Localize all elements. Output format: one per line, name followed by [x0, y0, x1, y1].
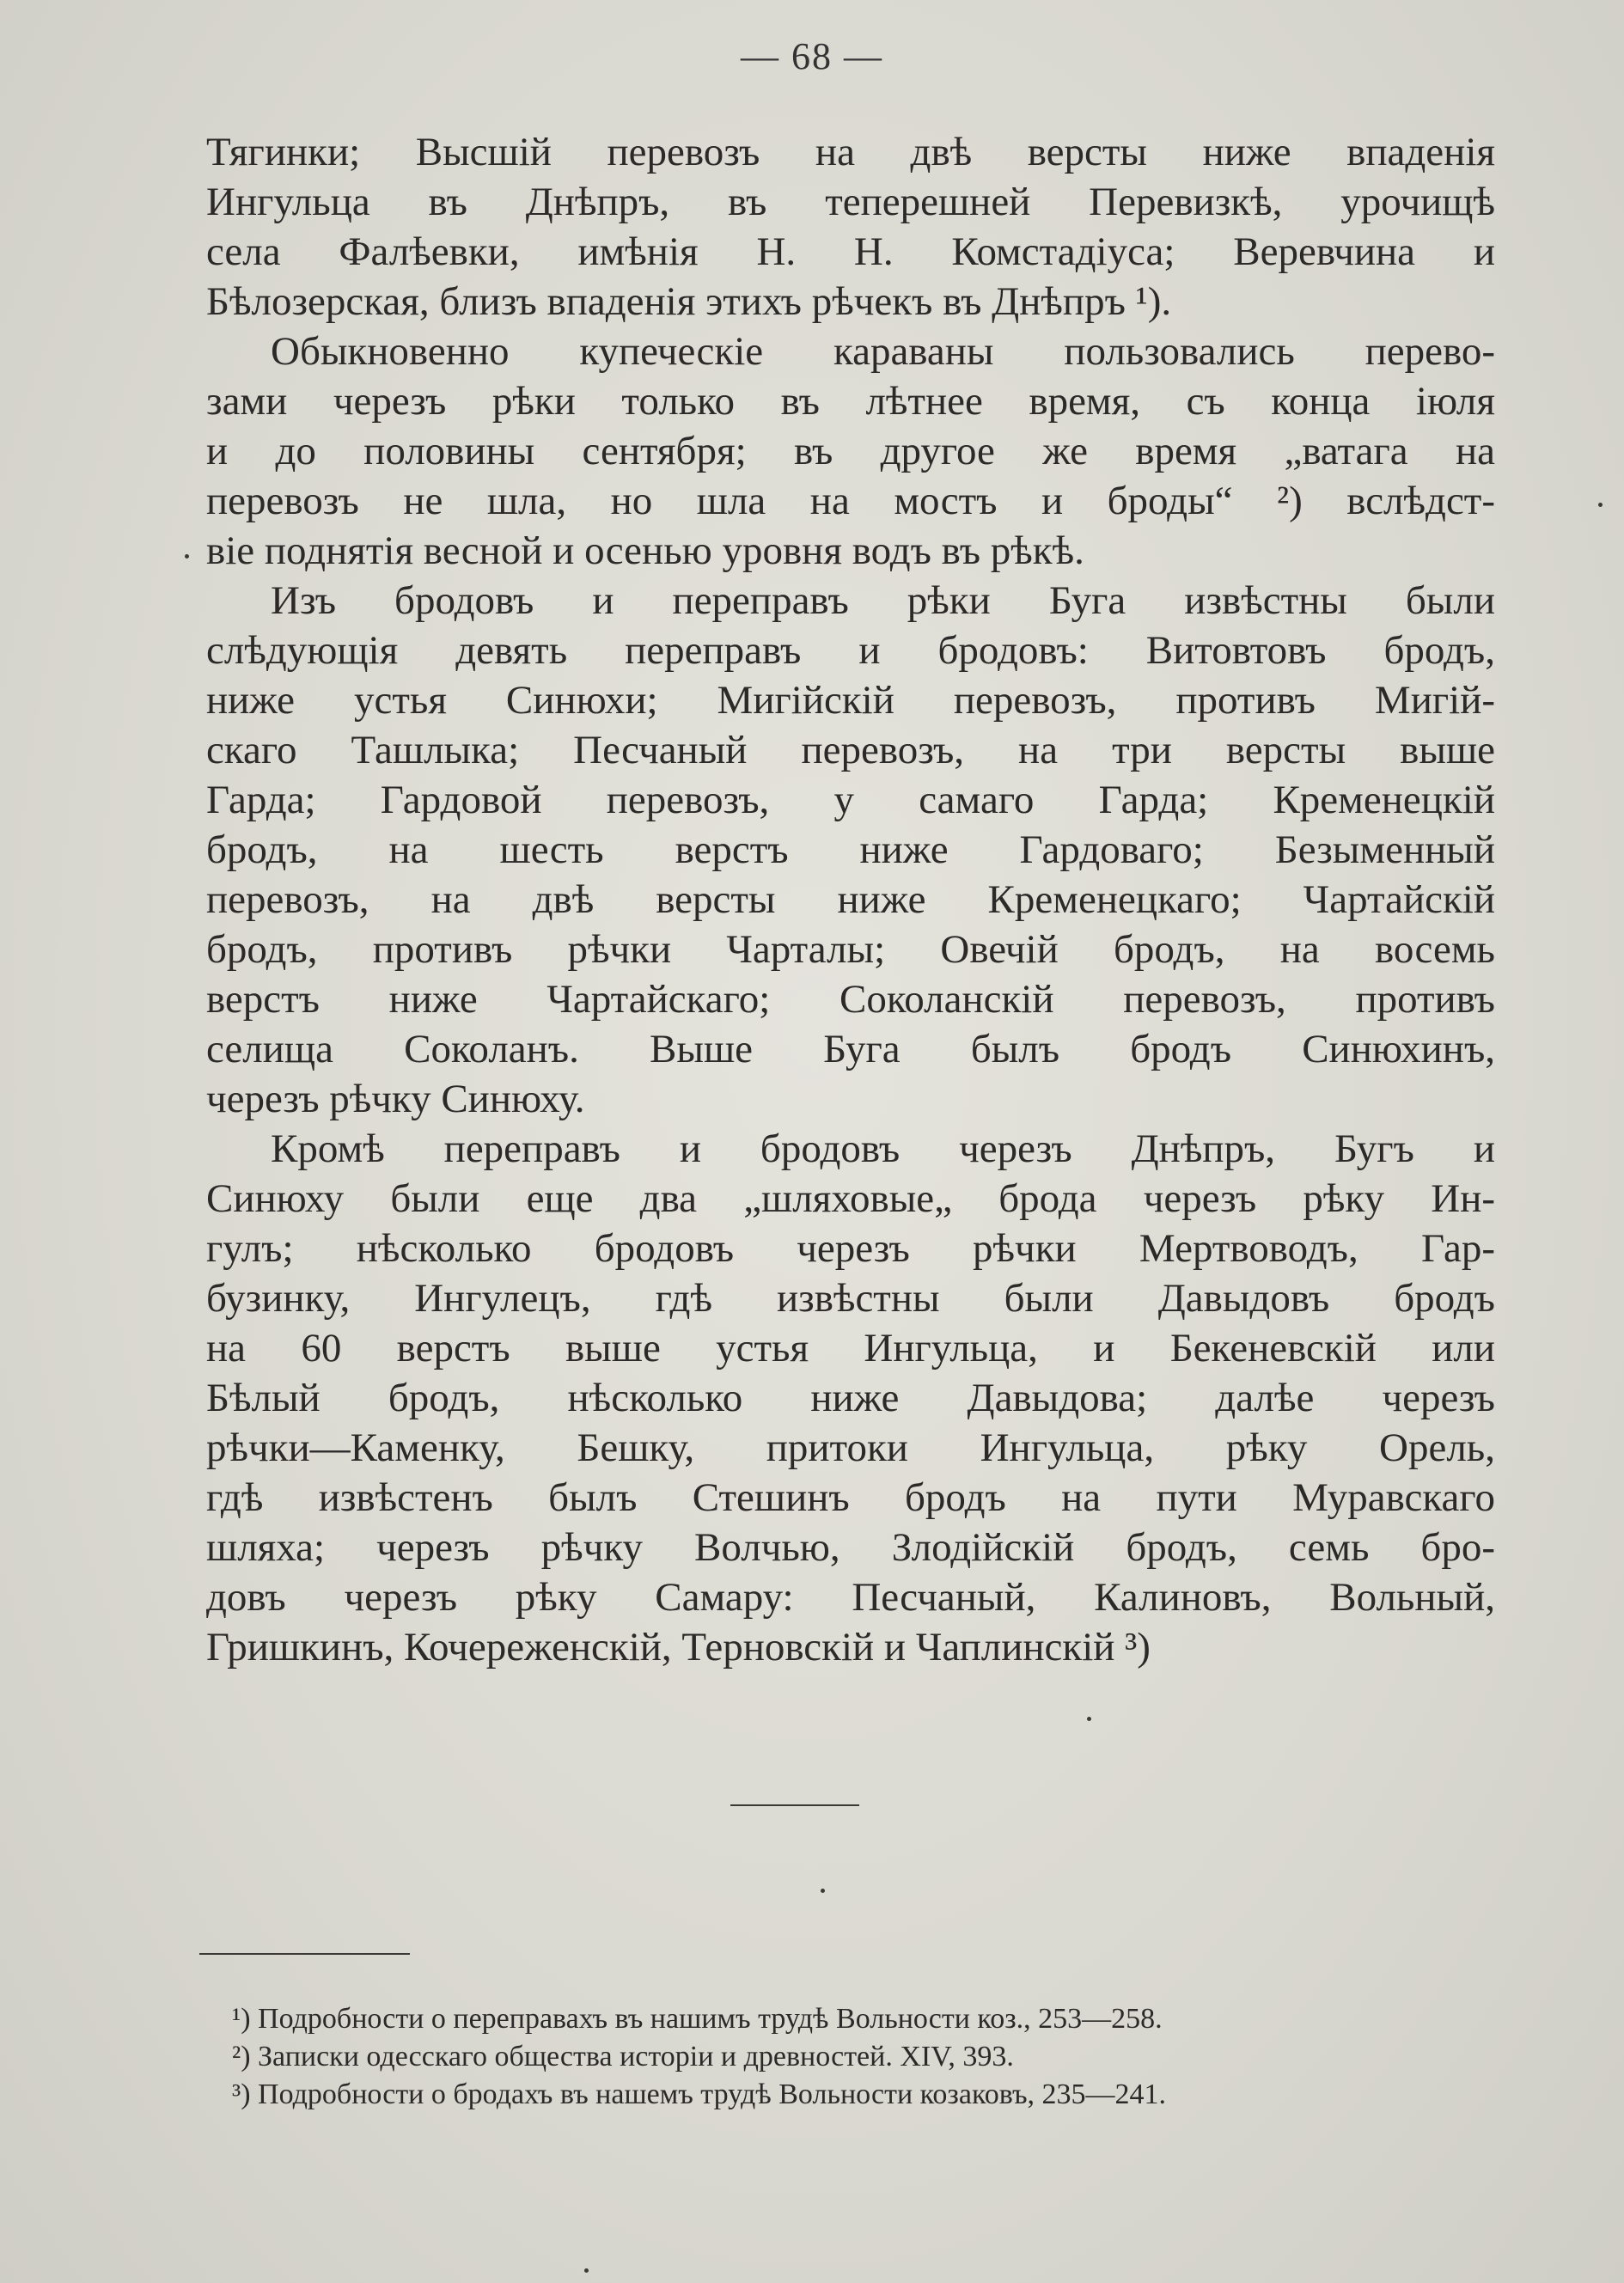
- footnote-1: ¹) Подробности о переправахъ въ нашимъ трудѣ Вольности коз., 253—258.: [232, 2003, 1163, 2035]
- scan-speck: [584, 2268, 589, 2273]
- body-text: [206, 127, 1495, 1672]
- scan-speck: [1087, 1717, 1091, 1721]
- text-line: перевозъ не шла, но шла на мостъ и броды“ ²) вслѣдст-: [206, 479, 1495, 523]
- text-line: зами черезъ рѣки только въ лѣтнее время, съ конца іюля: [206, 379, 1495, 424]
- scan-speck: [185, 554, 189, 559]
- text-line: Гарда; Гардовой перевозъ, у самаго Гарда; Кременецкій: [206, 778, 1495, 822]
- text-line: верстъ ниже Чартайскаго; Соколанскій перевозъ, противъ: [206, 977, 1495, 1022]
- text-line: Изъ бродовъ и переправъ рѣки Буга извѣстны были: [271, 578, 1495, 623]
- section-end-rule: [730, 1804, 859, 1806]
- footnote-3: ³) Подробности о бродахъ въ нашемъ трудѣ Вольности козаковъ, 235—241.: [232, 2079, 1167, 2110]
- text-line: Обыкновенно купеческіе караваны пользовались перево-: [271, 329, 1495, 374]
- text-line: бродъ, на шесть верстъ ниже Гардоваго; Безыменный: [206, 827, 1495, 872]
- text-line: гдѣ извѣстенъ былъ Стешинъ бродъ на пути Муравскаго: [206, 1475, 1495, 1520]
- page-number: — 68 —: [741, 35, 883, 77]
- text-line: довъ черезъ рѣку Самару: Песчаный, Калиновъ, Вольный,: [206, 1575, 1495, 1620]
- text-line: бродъ, противъ рѣчки Чарталы; Овечій бродъ, на восемь: [206, 927, 1495, 972]
- text-line: віе поднятія весной и осенью уровня водъ въ рѣкѣ.: [206, 528, 1084, 573]
- text-line: скаго Ташлыка; Песчаный перевозъ, на три версты выше: [206, 728, 1495, 772]
- text-line: Бѣлозерская, близъ впаденія этихъ рѣчекъ въ Днѣпръ ¹).: [206, 279, 1172, 324]
- scan-speck: [821, 1889, 825, 1893]
- text-line: ниже устья Синюхи; Мигійскій перевозъ, противъ Мигій-: [206, 678, 1495, 723]
- text-line: Тягинки; Высшій перевозъ на двѣ версты ниже впаденія: [206, 130, 1495, 174]
- text-line: черезъ рѣчку Синюху.: [206, 1077, 585, 1121]
- text-line: гулъ; нѣсколько бродовъ черезъ рѣчки Мертвоводъ, Гар-: [206, 1226, 1495, 1271]
- text-line: Гришкинъ, Кочереженскій, Терновскій и Чаплинскій ³): [206, 1625, 1151, 1670]
- text-line: рѣчки—Каменку, Бешку, притоки Ингульца, рѣку Орель,: [206, 1425, 1495, 1470]
- text-line: и до половины сентября; въ другое же время „ватага на: [206, 429, 1495, 473]
- text-line: Синюху были еще два „шляховые„ брода черезъ рѣку Ин-: [206, 1176, 1495, 1221]
- text-line: Бѣлый бродъ, нѣсколько ниже Давыдова; далѣе черезъ: [206, 1376, 1495, 1420]
- footnotes: [232, 2000, 1521, 2114]
- text-line: на 60 верстъ выше устья Ингульца, и Бекеневскій или: [206, 1326, 1495, 1370]
- text-line: перевозъ, на двѣ версты ниже Кременецкаго; Чартайскій: [206, 877, 1495, 922]
- footnote-2: ²) Записки одесскаго общества исторіи и древностей. XIV, 393.: [232, 2041, 1014, 2072]
- footnote-rule: [199, 1953, 410, 1955]
- text-line: селища Соколанъ. Выше Буга былъ бродъ Синюхинъ,: [206, 1027, 1495, 1071]
- scan-speck: [1598, 503, 1603, 507]
- text-line: слѣдующія девять переправъ и бродовъ: Витовтовъ бродъ,: [206, 628, 1495, 673]
- text-line: бузинку, Ингулецъ, гдѣ извѣстны были Давыдовъ бродъ: [206, 1276, 1495, 1321]
- text-line: Ингульца въ Днѣпръ, въ теперешней Перевизкѣ, урочищѣ: [206, 180, 1495, 224]
- text-line: шляха; черезъ рѣчку Волчью, Злодійскій бродъ, семь бро-: [206, 1525, 1495, 1570]
- text-line: Кромѣ переправъ и бродовъ черезъ Днѣпръ, Бугъ и: [271, 1126, 1495, 1171]
- text-line: села Фалѣевки, имѣнія Н. Н. Комстадіуса; Веревчина и: [206, 229, 1495, 274]
